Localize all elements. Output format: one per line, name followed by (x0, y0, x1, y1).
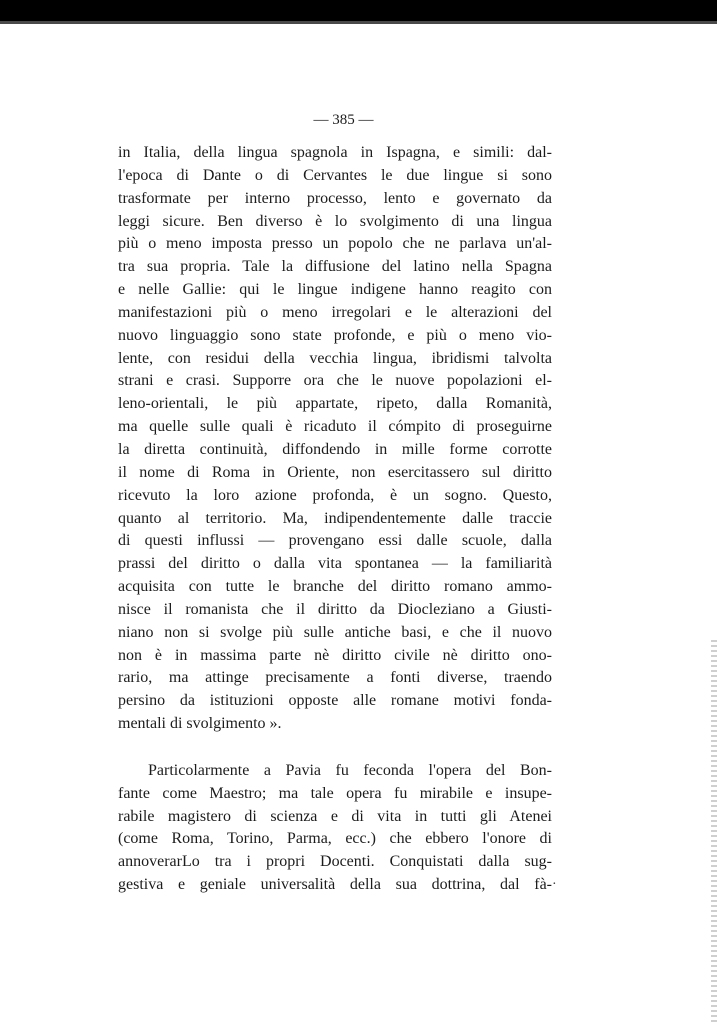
scan-page-edge (711, 640, 717, 1024)
text-line: prassi del diritto o dalla vita spontanea — la familiarità (118, 555, 552, 573)
text-line: fante come Maestro; ma tale opera fu mirabile e insupe- (118, 784, 552, 802)
text-line: manifestazioni più o meno irregolari e le alterazioni del (118, 303, 552, 321)
text-line: (come Roma, Torino, Parma, ecc.) che ebbero l'onore di (118, 830, 552, 848)
paragraph-1 (118, 142, 552, 736)
text-line: l'epoca di Dante o di Cervantes le due lingue si sono (118, 166, 552, 184)
text-line: niano non si svolge più sulle antiche basi, e che il nuovo (118, 623, 552, 641)
text-line: nisce il romanista che il diritto da Diocleziano a Giusti- (118, 600, 552, 618)
text-line: leggi sicure. Ben diverso è lo svolgimento di una lingua (118, 212, 552, 230)
text-line: persino da istituzioni opposte alle romane motivi fonda- (118, 692, 552, 710)
text-line: annoverarLo tra i propri Docenti. Conquistati dalla sug- (118, 853, 552, 871)
page-number: — 385 — (313, 112, 374, 128)
ink-speck: · (552, 877, 557, 892)
text-line: ma quelle sulle quali è ricaduto il cómpito di proseguirne (118, 418, 552, 436)
text-line: di questi influssi — provengano essi dalle scuole, dalla (118, 532, 552, 550)
text-line: non è in massima parte nè diritto civile nè diritto ono- (118, 646, 552, 664)
scan-top-shadow (0, 21, 717, 24)
text-line: la diretta continuità, diffondendo in mille forme corrotte (118, 440, 552, 458)
text-line: ricevuto la loro azione profonda, è un sogno. Questo, (118, 486, 552, 504)
scan-top-band (0, 0, 717, 21)
text-line: mentali di svolgimento ». (118, 715, 282, 733)
text-line: leno-orientali, le più appartate, ripeto, dalla Romanità, (118, 395, 552, 413)
text-line: Particolarmente a Pavia fu feconda l'opera del Bon- (148, 761, 552, 779)
text-line: e nelle Gallie: qui le lingue indigene hanno reagito con (118, 281, 552, 299)
text-line: acquisita con tutte le branche del diritto romano ammo- (118, 578, 552, 596)
text-line: lente, con residui della vecchia lingua, ibridismi talvolta (118, 349, 552, 367)
text-line: in Italia, della lingua spagnola in Ispagna, e simili: dal- (118, 144, 552, 161)
text-line: strani e crasi. Supporre ora che le nuove popolazioni el- (118, 372, 552, 390)
text-line: rabile magistero di scienza e di vita in tutti gli Atenei (118, 807, 552, 825)
text-line: il nome di Roma in Oriente, non esercitassero sul diritto (118, 463, 552, 481)
text-line: rario, ma attinge precisamente a fonti diverse, traendo (118, 669, 552, 687)
paragraph-spacer (118, 736, 552, 760)
page-body (118, 142, 552, 897)
text-line: trasformate per interno processo, lento e governato da (118, 189, 552, 207)
paragraph-2 (118, 760, 552, 897)
text-line: nuovo linguaggio sono state profonde, e più o meno vio- (118, 326, 552, 344)
text-line: più o meno imposta presso un popolo che ne parlava un'al- (118, 235, 552, 253)
text-line: gestiva e geniale universalità della sua dottrina, dal fà- (118, 876, 552, 894)
text-line: tra sua propria. Tale la diffusione del latino nella Spagna (118, 258, 552, 276)
text-line: quanto al territorio. Ma, indipendentemente dalle traccie (118, 509, 552, 527)
